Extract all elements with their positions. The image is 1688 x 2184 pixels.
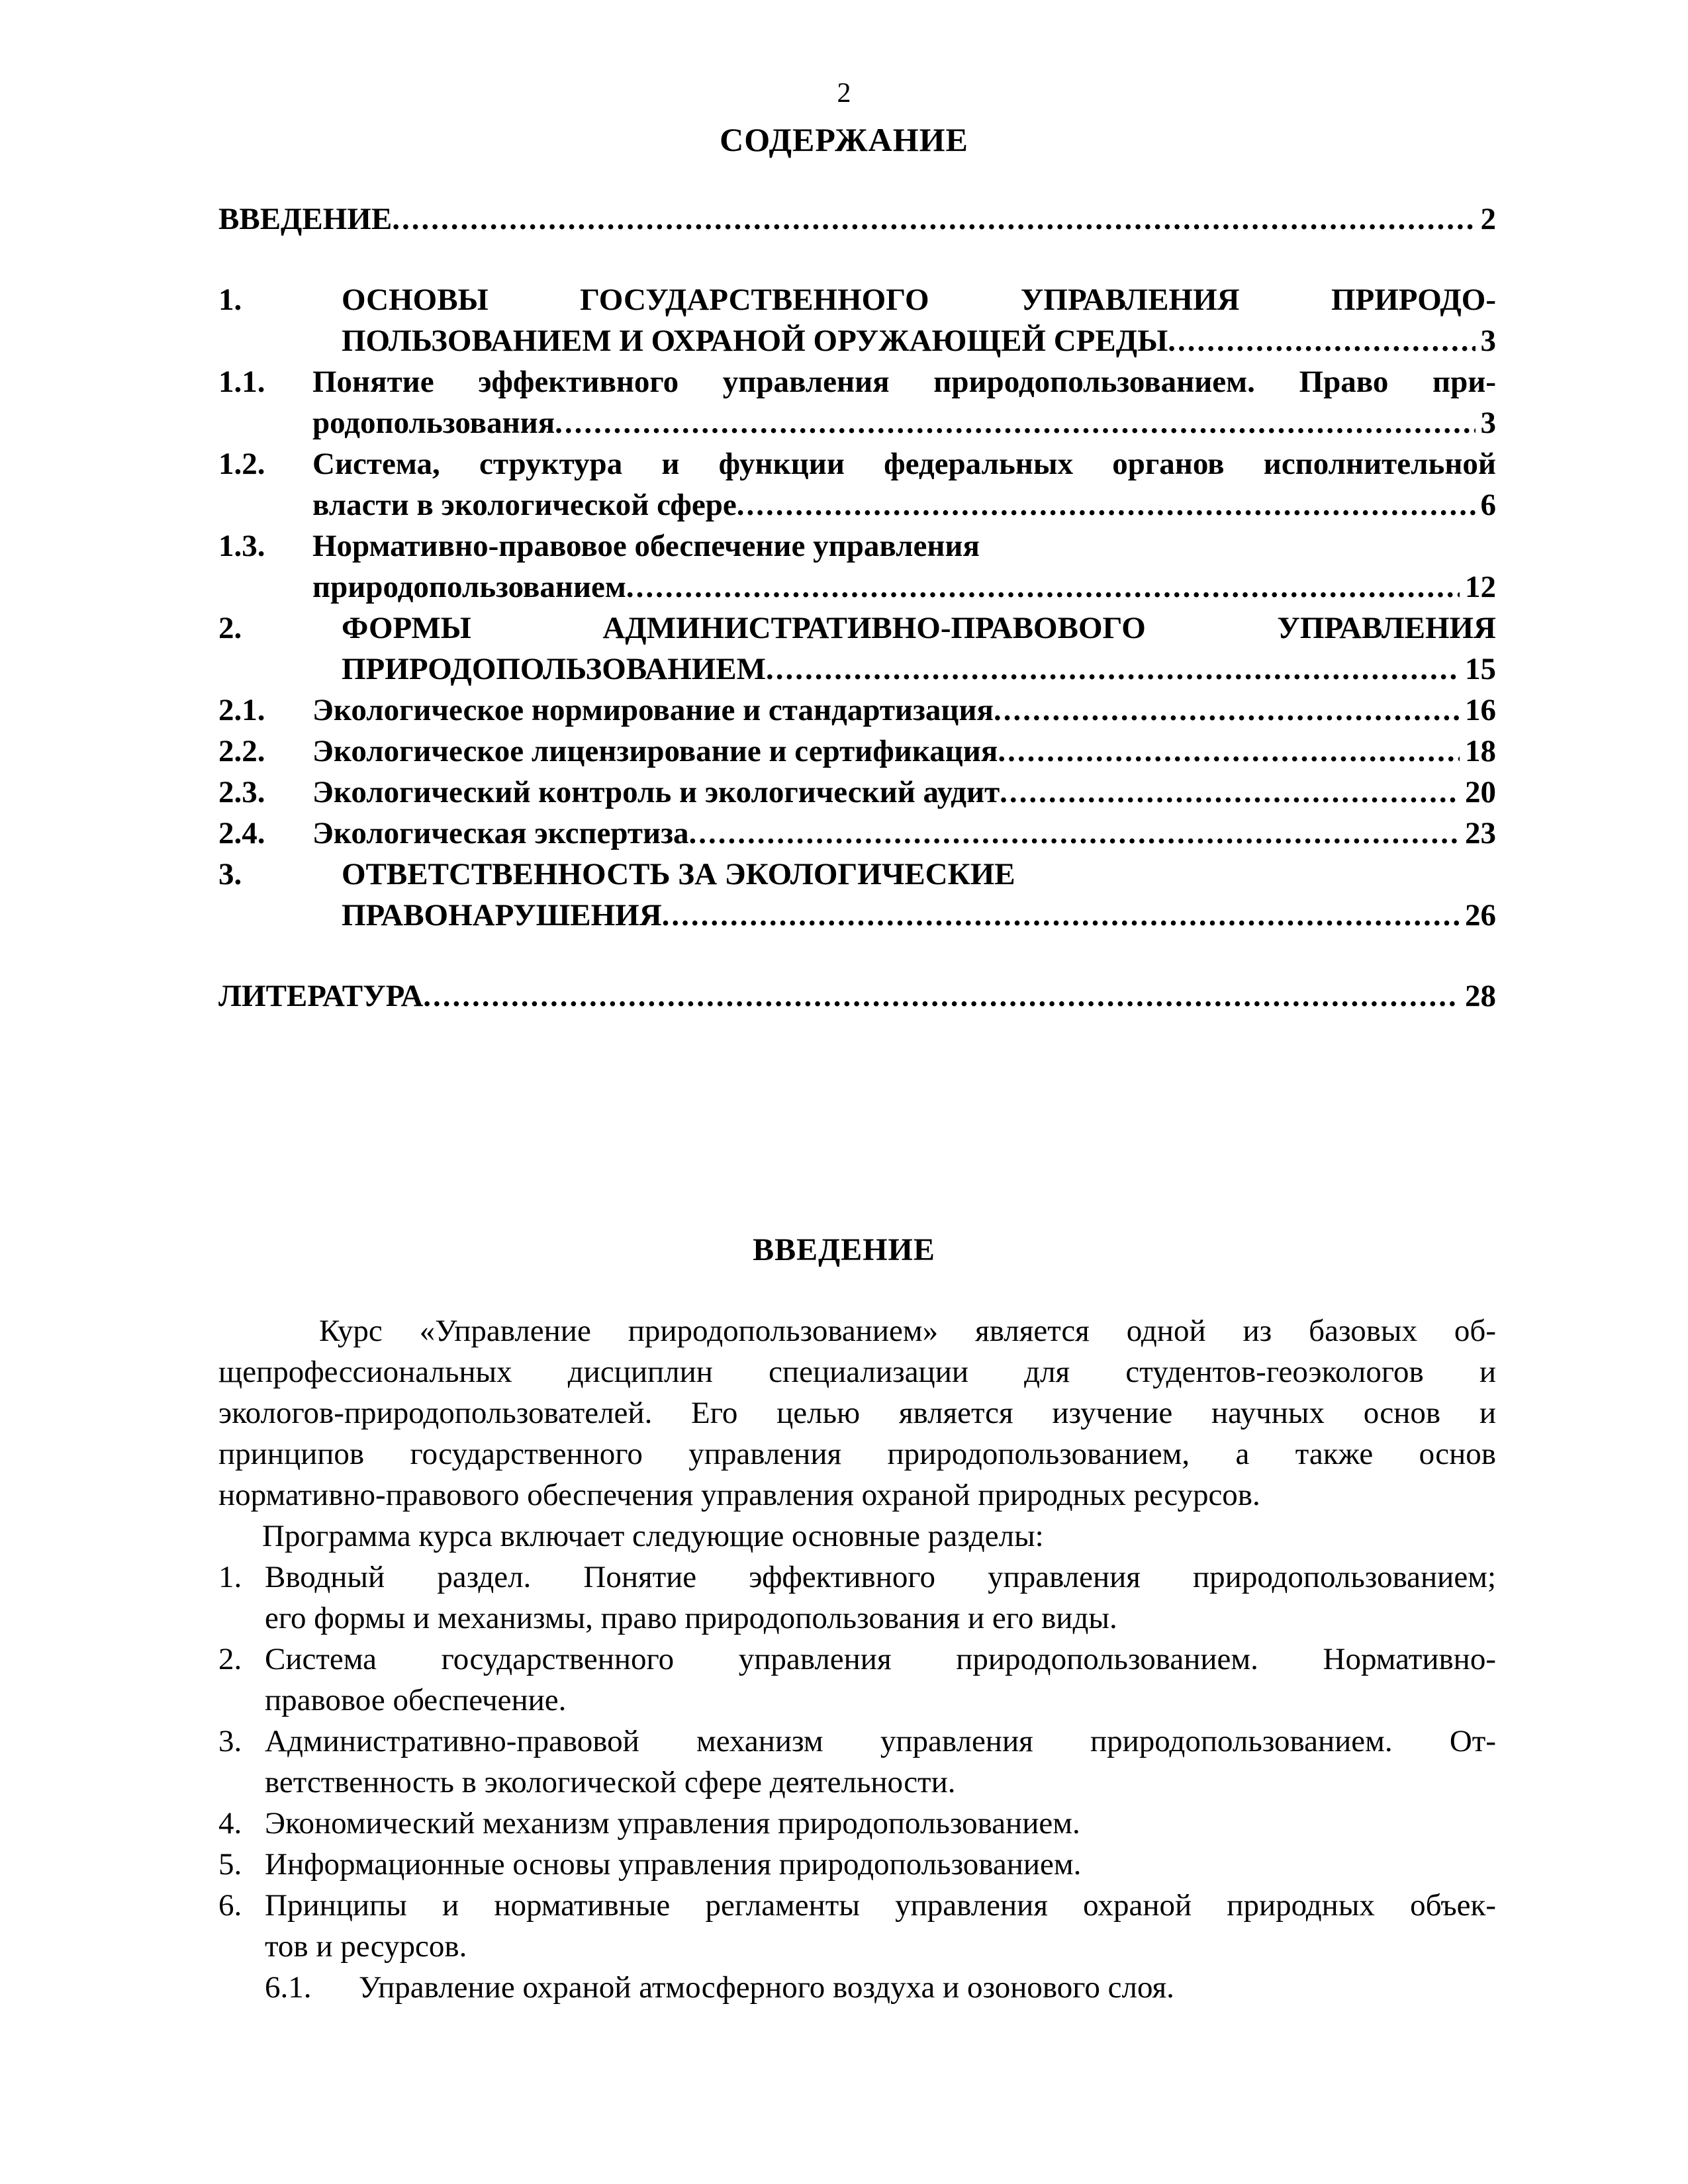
toc-entry-label: Нормативно-правовое обеспечение управления xyxy=(312,529,980,563)
toc-entry-label-cont: родопользования xyxy=(312,406,555,440)
toc-leader xyxy=(626,567,1460,608)
toc-leader xyxy=(1168,320,1475,361)
toc-entry-label: ФОРМЫ АДМИНИСТРАТИВНО-ПРАВОВОГО УПРАВЛЕНИЯ xyxy=(342,611,1496,645)
toc-leader xyxy=(737,484,1476,525)
list-number: 6.1. xyxy=(265,1970,312,2005)
toc-entry-2[interactable] xyxy=(218,608,1496,690)
toc-entry-2-2[interactable] xyxy=(218,731,1496,772)
list-item xyxy=(218,1639,1496,1721)
toc-number: 2. xyxy=(218,611,242,645)
list-item xyxy=(218,1557,1496,1639)
toc-entry-2-3[interactable] xyxy=(218,772,1496,813)
list-item-line: Вводный раздел. Понятие эффективного управления природопользованием; xyxy=(265,1560,1496,1594)
list-item-line: Информационные основы управления природопользованием. xyxy=(265,1847,1082,1882)
list-number: 3. xyxy=(218,1724,242,1758)
table-of-contents xyxy=(218,199,1496,1017)
toc-page-number: 3 xyxy=(1480,406,1496,440)
toc-entry-intro[interactable] xyxy=(218,199,1496,240)
toc-leader xyxy=(994,690,1460,731)
toc-entry-label-cont: ПРИРОДОПОЛЬЗОВАНИЕМ xyxy=(342,652,766,686)
list-number: 6. xyxy=(218,1888,242,1923)
toc-entry-label-cont: ПРАВОНАРУШЕНИЯ xyxy=(342,898,662,933)
toc-page-number: 12 xyxy=(1465,570,1496,604)
toc-entry-label: Экологическое лицензирование и сертификация xyxy=(312,734,998,768)
toc-entry-label: ОСНОВЫ ГОСУДАРСТВЕННОГО УПРАВЛЕНИЯ ПРИРОДО- xyxy=(342,283,1496,317)
toc-page-number: 18 xyxy=(1465,734,1496,768)
list-item xyxy=(218,1721,1496,1803)
paragraph-line: нормативно-правового обеспечения управления охраной природных ресурсов. xyxy=(218,1478,1260,1512)
toc-entry-label-cont: власти в экологической сфере xyxy=(312,488,737,522)
intro-section xyxy=(218,1310,1496,2008)
toc-entry-label: ЛИТЕРАТУРА xyxy=(218,979,424,1013)
list-number: 1. xyxy=(218,1560,242,1594)
list-item-line: правовое обеспечение. xyxy=(265,1683,567,1717)
toc-page-number: 20 xyxy=(1465,775,1496,809)
toc-number: 2.2. xyxy=(218,734,265,768)
toc-entry-label: ВВЕДЕНИЕ xyxy=(218,202,393,236)
intro-paragraph xyxy=(218,1310,1496,1516)
toc-leader xyxy=(1000,772,1460,813)
toc-page-number: 23 xyxy=(1465,816,1496,850)
page-title: СОДЕРЖАНИЕ xyxy=(720,121,968,158)
page-number: 2 xyxy=(837,78,851,109)
toc-entry-2-4[interactable] xyxy=(218,813,1496,854)
toc-leader xyxy=(998,731,1460,772)
paragraph-line: принципов государственного управления природопользованием, а также основ xyxy=(218,1437,1496,1471)
toc-entry-label: Система, структура и функции федеральных органов исполнительной xyxy=(312,447,1496,481)
toc-entry-1-1[interactable] xyxy=(218,361,1496,443)
toc-entry-3[interactable] xyxy=(218,854,1496,936)
list-item-line: тов и ресурсов. xyxy=(265,1929,467,1964)
list-item-line: Управление охраной атмосферного воздуха и озонового слоя. xyxy=(359,1970,1174,2005)
toc-page-number: 3 xyxy=(1480,324,1496,358)
list-item xyxy=(218,1844,1496,1885)
list-number: 2. xyxy=(218,1642,242,1676)
toc-entry-label: Понятие эффективного управления природопользованием. Право при- xyxy=(312,365,1496,399)
toc-leader xyxy=(766,649,1460,690)
list-item xyxy=(218,1803,1496,1844)
toc-number: 2.1. xyxy=(218,693,265,727)
toc-entry-label: ОТВЕТСТВЕННОСТЬ ЗА ЭКОЛОГИЧЕСКИЕ xyxy=(342,857,1015,891)
toc-page-number: 15 xyxy=(1465,652,1496,686)
list-number: 4. xyxy=(218,1806,242,1841)
toc-page-number: 2 xyxy=(1480,202,1496,236)
list-item-line: Экономический механизм управления природопользованием. xyxy=(265,1806,1080,1841)
list-item-line: Административно-правовой механизм управления природопользованием. От- xyxy=(265,1724,1496,1758)
toc-entry-label-cont: ПОЛЬЗОВАНИЕМ И ОХРАНОЙ ОРУЖАЮЩЕЙ СРЕДЫ xyxy=(342,324,1168,358)
paragraph-line: экологов-природопользователей. Его целью является изучение научных основ и xyxy=(218,1396,1496,1430)
toc-entry-label-cont: природопользованием xyxy=(312,570,626,604)
toc-page-number: 6 xyxy=(1480,488,1496,522)
toc-entry-label: Экологическое нормирование и стандартизация xyxy=(312,693,994,727)
toc-leader xyxy=(662,895,1460,936)
toc-number: 1.1. xyxy=(218,365,265,399)
list-item-line: ветственность в экологической сфере деятельности. xyxy=(265,1765,956,1799)
toc-entry-1-3[interactable] xyxy=(218,525,1496,608)
toc-number: 1.3. xyxy=(218,529,265,563)
toc-page-number: 16 xyxy=(1465,693,1496,727)
paragraph-line: Курс «Управление природопользованием» является одной из базовых об- xyxy=(319,1314,1496,1348)
toc-number: 1.2. xyxy=(218,447,265,481)
list-item-line: его формы и механизмы, право природопользования и его виды. xyxy=(265,1601,1117,1635)
toc-leader xyxy=(688,813,1460,854)
toc-page-number: 26 xyxy=(1465,898,1496,933)
toc-entry-label: Экологический контроль и экологический аудит xyxy=(312,775,1000,809)
list-subitem xyxy=(218,1967,1496,2008)
toc-entry-1-2[interactable] xyxy=(218,443,1496,525)
list-number: 5. xyxy=(218,1847,242,1882)
section-heading-intro: ВВЕДЕНИЕ xyxy=(753,1232,935,1267)
toc-entry-2-1[interactable] xyxy=(218,690,1496,731)
toc-number: 2.3. xyxy=(218,775,265,809)
program-intro-line: Программа курса включает следующие основные разделы: xyxy=(262,1519,1044,1553)
toc-entry-1[interactable] xyxy=(218,279,1496,361)
toc-page-number: 28 xyxy=(1465,979,1496,1013)
toc-number: 3. xyxy=(218,857,242,891)
toc-leader xyxy=(555,402,1475,443)
toc-number: 2.4. xyxy=(218,816,265,850)
list-item-line: Система государственного управления природопользованием. Нормативно- xyxy=(265,1642,1496,1676)
toc-entry-literature[interactable] xyxy=(218,976,1496,1017)
paragraph-line: щепрофессиональных дисциплин специализации для студентов-геоэкологов и xyxy=(218,1355,1496,1389)
list-item-line: Принципы и нормативные регламенты управления охраной природных объек- xyxy=(265,1888,1496,1923)
list-item xyxy=(218,1885,1496,1967)
toc-leader xyxy=(423,976,1460,1017)
toc-number: 1. xyxy=(218,283,242,317)
toc-leader xyxy=(392,199,1475,240)
toc-entry-label: Экологическая экспертиза xyxy=(312,816,689,850)
